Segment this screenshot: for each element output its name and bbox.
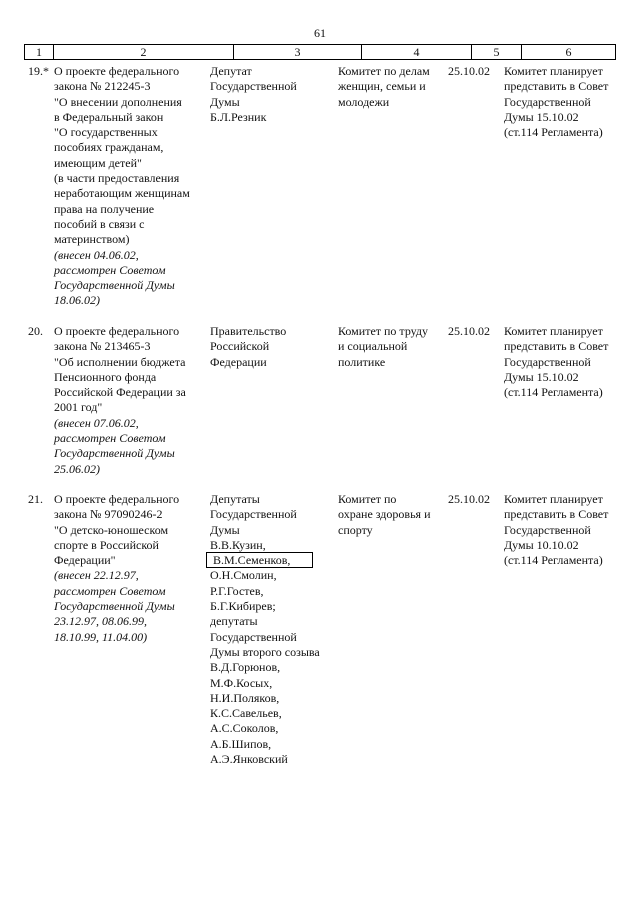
title-line: "Об исполнении бюджета <box>54 354 186 369</box>
note-line: Государственной Думы <box>54 599 175 614</box>
author-line: К.С.Савельев, <box>210 706 282 721</box>
author-line: М.Ф.Косых, <box>210 675 273 690</box>
decision-line: (ст.114 Регламента) <box>504 125 603 140</box>
date: 25.10.02 <box>448 492 490 506</box>
author-line: Н.И.Поляков, <box>210 690 280 705</box>
author-line: В.В.Кузин, <box>210 537 266 552</box>
title-line: закона № 213465-3 <box>54 339 151 354</box>
author-line: Депутат <box>210 64 252 78</box>
bill-title <box>54 324 234 477</box>
decision-line: Государственной <box>504 522 591 537</box>
author-line: Р.Г.Гостев, <box>210 583 264 598</box>
author-line: Думы <box>210 94 240 109</box>
decision-line: представить в Совет <box>504 339 609 354</box>
decision-line: Думы 10.10.02 <box>504 537 579 552</box>
title-line: О проекте федерального <box>54 492 180 506</box>
author-line: Думы второго созыва <box>210 644 320 659</box>
committee-line: Комитет по делам <box>338 64 430 78</box>
committee-line: охране здоровья и <box>338 507 431 522</box>
title-line: "О государственных <box>54 125 158 140</box>
title-line: Пенсионного фонда <box>54 369 157 384</box>
decision-line: представить в Совет <box>504 507 609 522</box>
note-line: 25.06.02) <box>54 461 100 476</box>
decision-line: Комитет планирует <box>504 64 603 78</box>
decision <box>504 492 620 568</box>
committee-line: спорту <box>338 522 373 537</box>
title-line: спорте в Российской <box>54 537 159 552</box>
decision-line: Думы 15.10.02 <box>504 109 579 124</box>
note-line: Государственной Думы <box>54 278 175 293</box>
decision-line: представить в Совет <box>504 79 609 94</box>
author-line: Правительство <box>210 324 287 338</box>
author-line: Федерации <box>210 354 267 369</box>
header-cell-3: 3 <box>233 45 361 59</box>
decision-line: Комитет планирует <box>504 324 603 338</box>
committee-line: Комитет по <box>338 492 397 506</box>
decision <box>504 324 620 400</box>
author-line: Российской <box>210 339 270 354</box>
committee-line: Комитет по труду <box>338 324 429 338</box>
note-line: рассмотрен Советом <box>54 583 166 598</box>
note-line: 18.10.99, 11.04.00) <box>54 629 148 644</box>
author-line: В.Д.Горюнов, <box>210 660 281 675</box>
table-header <box>24 44 616 60</box>
title-line: О проекте федерального <box>54 324 180 338</box>
author-line: Депутаты <box>210 492 260 506</box>
bill-title <box>54 64 234 309</box>
committee-line: женщин, семьи и <box>338 79 426 94</box>
committee <box>338 492 450 538</box>
decision-line: Государственной <box>504 354 591 369</box>
title-line: О проекте федерального <box>54 64 180 78</box>
row-number: 21. <box>28 492 43 506</box>
note-line: 18.06.02) <box>54 293 100 308</box>
note-line: (внесен 04.06.02, <box>54 247 139 262</box>
header-cell-2: 2 <box>53 45 233 59</box>
decision <box>504 64 620 140</box>
author-line: О.Н.Смолин, <box>210 568 277 583</box>
decision-line: Думы 15.10.02 <box>504 369 579 384</box>
title-line: закона № 212245-3 <box>54 79 151 94</box>
title-line: пособиях гражданам, <box>54 140 164 155</box>
header-cell-6: 6 <box>521 45 615 59</box>
bill-author <box>210 64 338 125</box>
title-line: в Федеральный закон <box>54 109 164 124</box>
title-line: Российской Федерации за <box>54 385 186 400</box>
note-line: Государственной Думы <box>54 446 175 461</box>
committee-line: молодежи <box>338 94 390 109</box>
note-line: (внесен 07.06.02, <box>54 415 139 430</box>
note-line: рассмотрен Советом <box>54 431 166 446</box>
row-number: 19.* <box>28 64 49 78</box>
author-line: Б.Г.Кибирев; <box>210 599 276 614</box>
title-line: Федерации" <box>54 553 116 568</box>
author-line: Государственной <box>210 79 297 94</box>
title-line: материнством) <box>54 232 130 247</box>
author-line: Государственной <box>210 629 297 644</box>
decision-line: (ст.114 Регламента) <box>504 553 603 568</box>
author-line: Государственной <box>210 507 297 522</box>
committee <box>338 64 450 110</box>
committee-line: и социальной <box>338 339 408 354</box>
title-line: "О детско-юношеском <box>54 522 169 537</box>
title-line: права на получение <box>54 201 155 216</box>
page-number: 61 <box>314 26 326 40</box>
bill-author <box>210 492 338 767</box>
author-line-highlighted: В.М.Семенков, <box>206 552 313 568</box>
bill-author <box>210 324 338 370</box>
title-line: пособий в связи с <box>54 216 145 231</box>
note-line: рассмотрен Советом <box>54 262 166 277</box>
decision-line: Комитет планирует <box>504 492 603 506</box>
note-line: 23.12.97, 08.06.99, <box>54 614 147 629</box>
author-line: депутаты <box>210 614 258 629</box>
title-line: имеющим детей" <box>54 155 142 170</box>
title-line: (в части предоставления <box>54 171 180 186</box>
header-cell-1: 1 <box>36 45 42 59</box>
header-cell-5: 5 <box>471 45 521 59</box>
author-line: Думы <box>210 522 240 537</box>
bill-title <box>54 492 234 645</box>
title-line: закона № 97090246-2 <box>54 507 163 522</box>
author-line: А.Б.Шипов, <box>210 736 272 751</box>
committee-line: политике <box>338 354 386 369</box>
author-line: А.Э.Янковский <box>210 752 288 767</box>
decision-line: (ст.114 Регламента) <box>504 385 603 400</box>
row-number: 20. <box>28 324 43 338</box>
title-line: "О внесении дополнения <box>54 94 182 109</box>
note-line: (внесен 22.12.97, <box>54 568 139 583</box>
date: 25.10.02 <box>448 64 490 78</box>
committee <box>338 324 450 370</box>
header-cell-4: 4 <box>361 45 471 59</box>
title-line: неработающим женщинам <box>54 186 190 201</box>
author-line: А.С.Соколов, <box>210 721 279 736</box>
date: 25.10.02 <box>448 324 490 338</box>
author-line: Б.Л.Резник <box>210 109 267 124</box>
decision-line: Государственной <box>504 94 591 109</box>
title-line: 2001 год" <box>54 400 103 415</box>
